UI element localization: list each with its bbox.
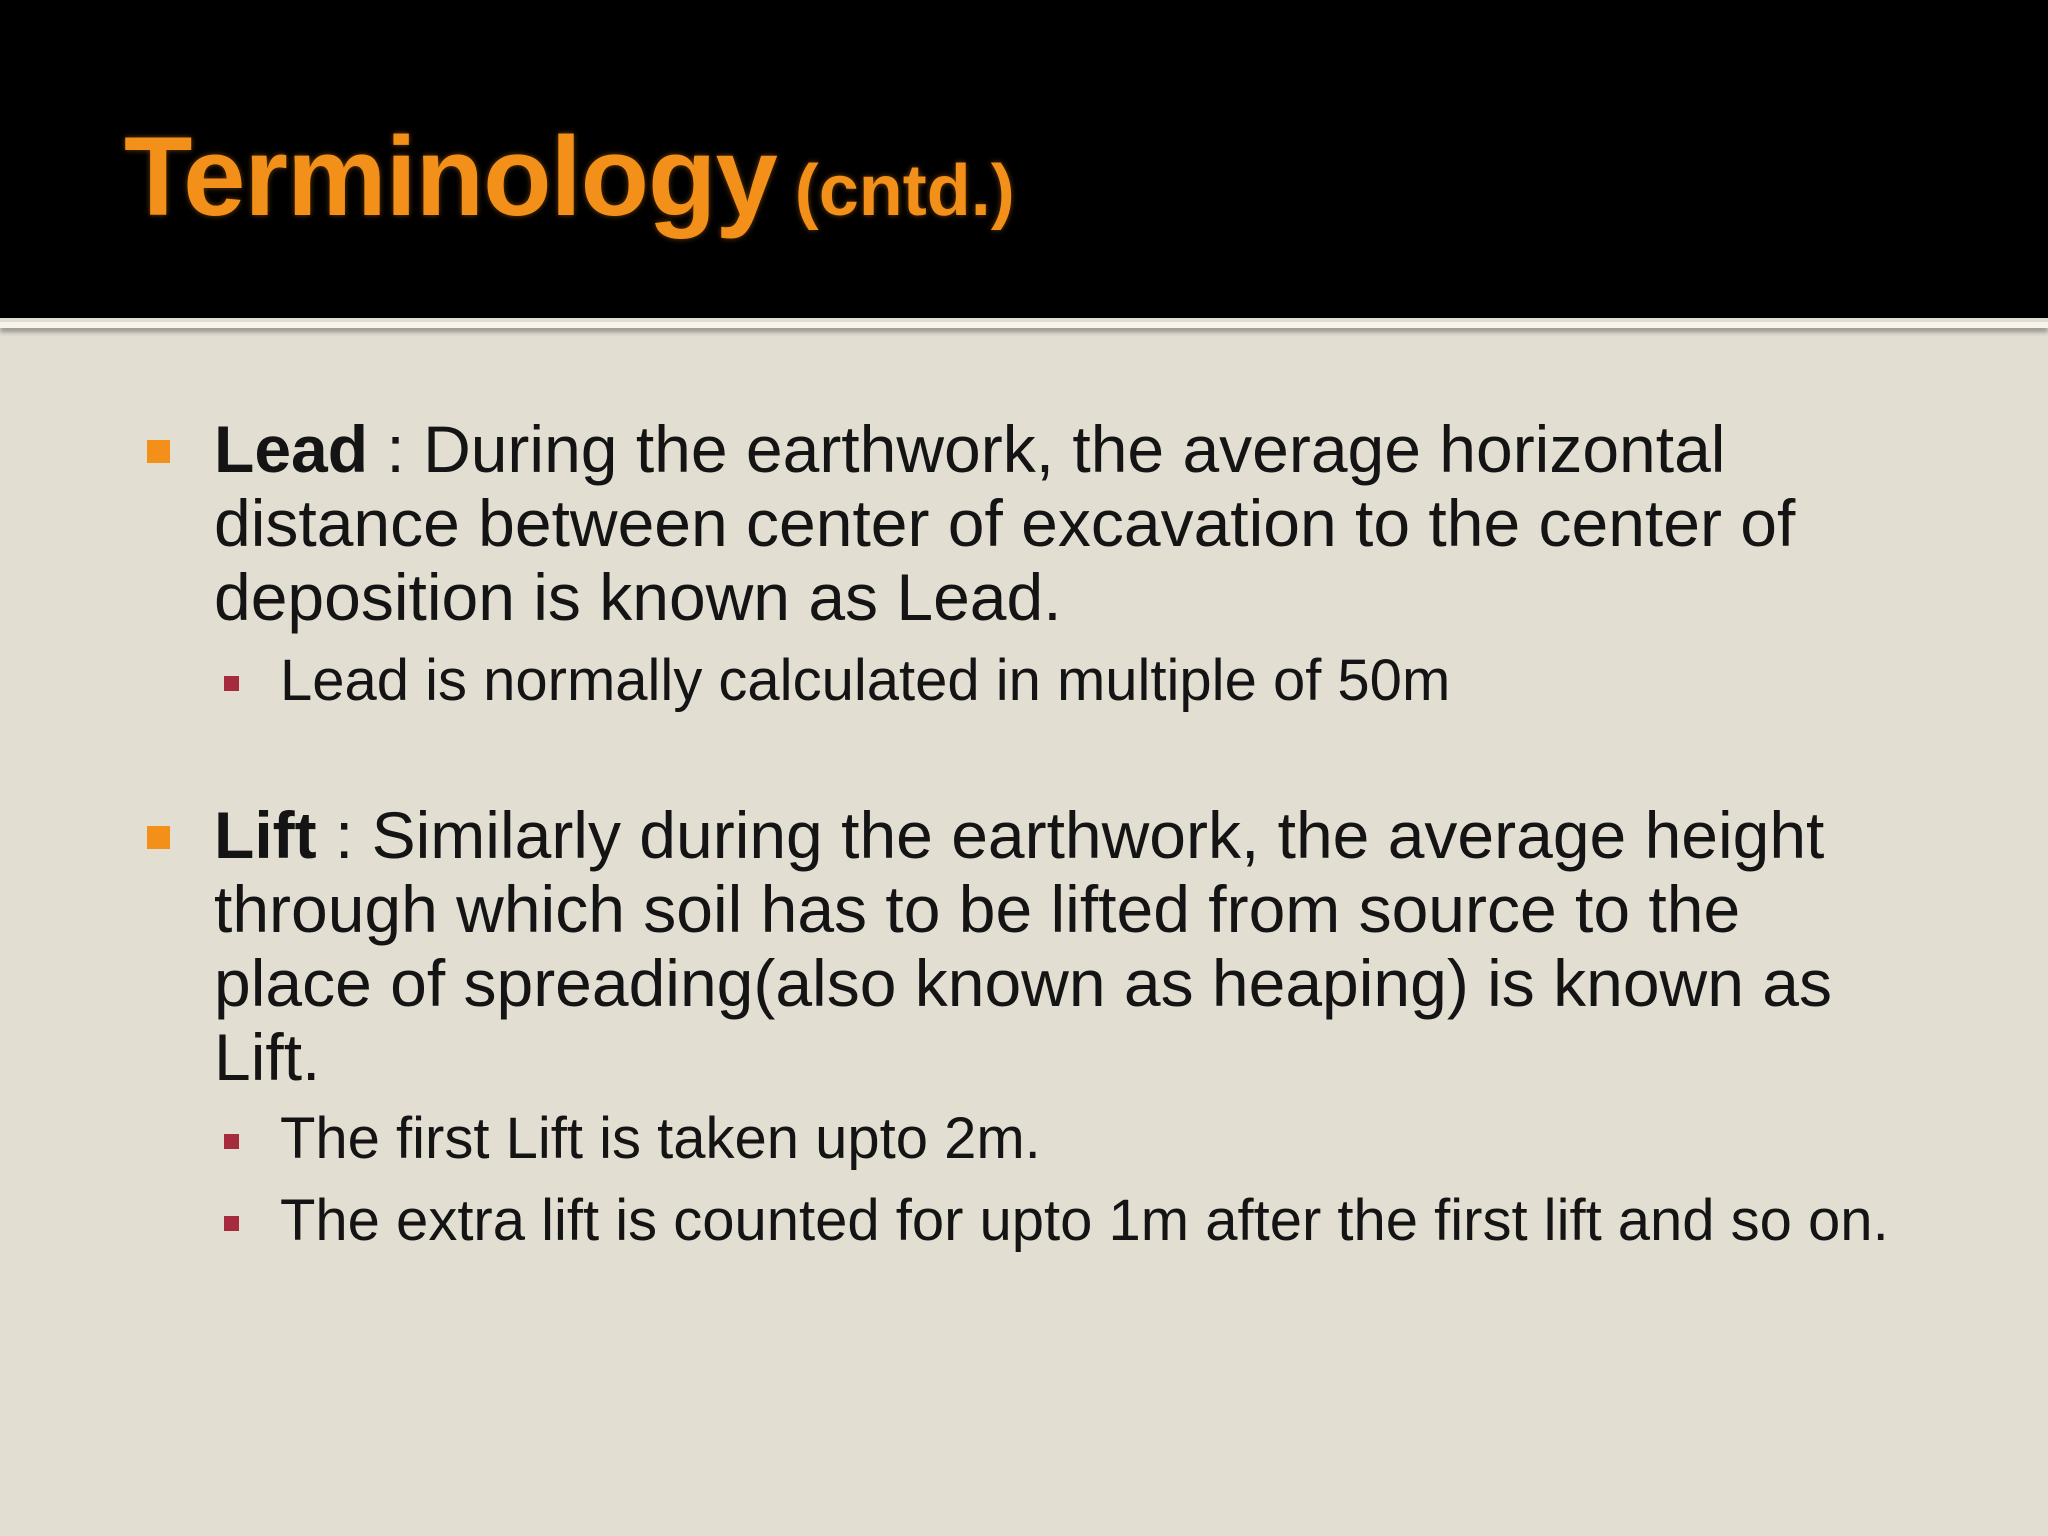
title-subtitle: (cntd.) xyxy=(794,151,1015,231)
slide-title xyxy=(124,112,1015,241)
bullet-marker-lift xyxy=(147,826,170,849)
bullet-lift xyxy=(214,798,1914,1094)
bullet-lead-term: Lead xyxy=(214,412,369,486)
sub-bullet-marker-lead-1 xyxy=(224,676,239,691)
bullet-lift-text: Similarly during the earthwork, the average height through which soil has to be lifted from source to the place of spreading(also known as heaping) is known as Lift. xyxy=(214,798,1832,1094)
sub-bullet-lead-1: Lead is normally calculated in multiple of 50m xyxy=(280,648,1451,713)
bullet-lift-separator: : xyxy=(316,798,372,872)
bullet-lead-text: During the earthwork, the average horizontal distance between center of excavation to the center of deposition is known as Lead. xyxy=(214,412,1796,634)
sub-bullet-lift-1: The first Lift is taken upto 2m. xyxy=(280,1106,1041,1171)
bullet-lead xyxy=(214,412,1914,634)
title-divider xyxy=(0,322,2048,328)
bullet-marker-lead xyxy=(147,440,170,463)
bullet-lead-separator: : xyxy=(368,412,424,486)
title-main: Terminology xyxy=(124,114,777,239)
sub-bullet-marker-lift-1 xyxy=(224,1134,239,1149)
bullet-lift-term: Lift xyxy=(214,798,317,872)
sub-bullet-lift-2: The extra lift is counted for upto 1m after the first lift and so on. xyxy=(280,1188,1889,1253)
sub-bullet-marker-lift-2 xyxy=(224,1216,239,1231)
